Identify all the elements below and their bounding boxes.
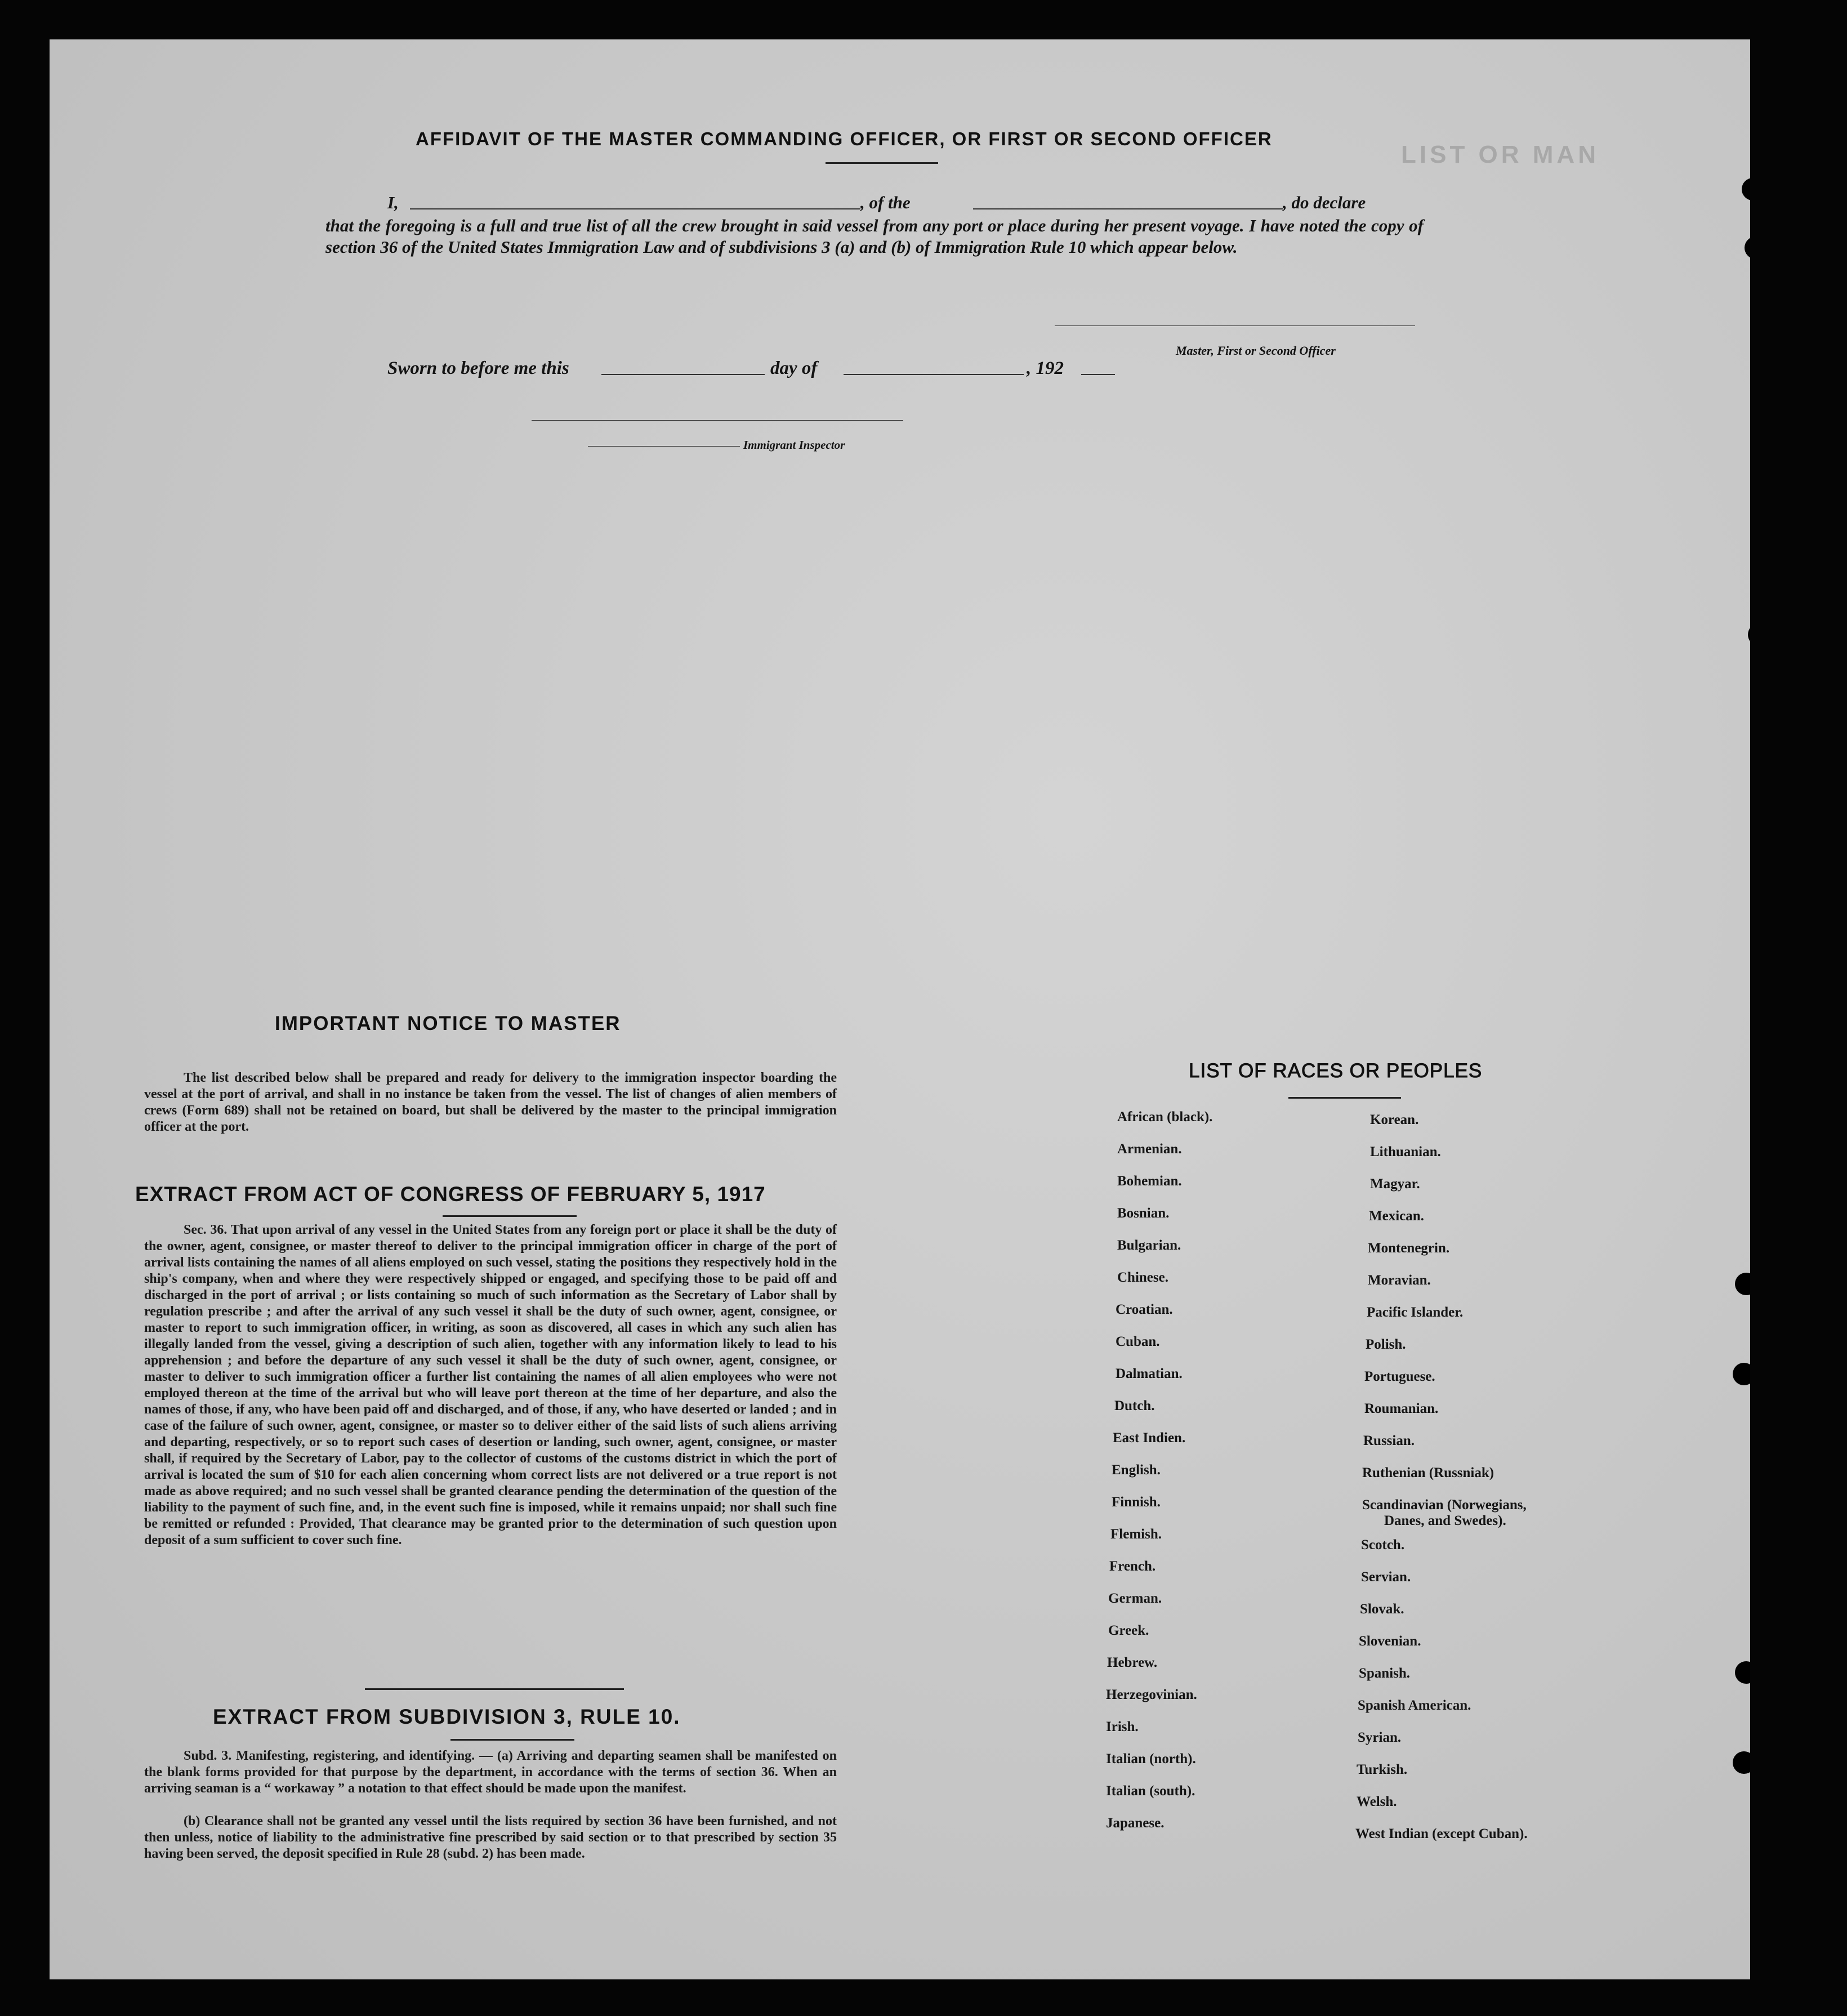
signature-caption: Master, First or Second Officer: [1176, 344, 1336, 358]
punch-hole: [1745, 237, 1750, 259]
race-item: East Indien.: [1113, 1430, 1186, 1446]
document-page: [50, 39, 1750, 1979]
sworn-mid: day of: [770, 358, 818, 378]
notice-title: IMPORTANT NOTICE TO MASTER: [275, 1013, 621, 1034]
race-item: Slovenian.: [1359, 1634, 1421, 1649]
race-item: Croatian.: [1116, 1302, 1173, 1317]
race-item: Slovak.: [1360, 1602, 1404, 1617]
race-item: Hebrew.: [1107, 1655, 1158, 1670]
sworn-end: , 192: [1027, 358, 1064, 378]
rule-body-a: Subd. 3. Manifesting, registering, and identifying. — (a) Arriving and departing seamen shall be manifested on the blank forms provided for that purpose by the department, in accordance with the terms of section 36. When an arriving seaman is a “ workaway ” a notation to that effect should be made upon the manifest.: [144, 1749, 837, 1796]
punch-hole: [1748, 623, 1750, 646]
race-item: Lithuanian.: [1370, 1144, 1441, 1159]
punch-hole: [1735, 1273, 1750, 1295]
race-item: Servian.: [1361, 1569, 1411, 1585]
race-item: Welsh.: [1357, 1794, 1397, 1809]
punch-hole: [1733, 1363, 1750, 1385]
rule-body-b: (b) Clearance shall not be granted any vessel until the lists required by section 36 have been furnished, and not then unless, notice of liability to the administrative fine prescribed by said section or to that prescribed by section 35 having been served, the deposit specified in Rule 28 (subd. 2) has been made.: [144, 1814, 837, 1861]
affidavit-body: that the foregoing is a full and true list of all the crew brought in said vessel from any port or place during her present voyage. I have noted the copy of section 36 of the United States Immigration Law and of subdivisions 3 (a) and (b) of Immigration Rule 10 which appear below.: [325, 216, 1424, 257]
act-title: EXTRACT FROM ACT OF CONGRESS OF FEBRUARY 5, 1917: [135, 1183, 766, 1206]
race-item: Cuban.: [1116, 1334, 1160, 1349]
race-item: German.: [1108, 1591, 1162, 1606]
rule-title-rule: [450, 1739, 574, 1741]
races-title: LIST OF RACES OR PEOPLES: [1189, 1060, 1483, 1082]
affidavit-title: AFFIDAVIT OF THE MASTER COMMANDING OFFICER, OR FIRST OR SECOND OFFICER: [416, 128, 1273, 149]
punch-hole: [1742, 178, 1750, 200]
race-item: Moravian.: [1368, 1273, 1431, 1288]
punch-hole: [1735, 1661, 1750, 1684]
sworn-start: Sworn to before me this: [387, 358, 569, 378]
race-item: Montenegrin.: [1368, 1241, 1450, 1256]
race-item: Roumanian.: [1364, 1401, 1439, 1416]
affidavit-title-rule: [826, 162, 938, 164]
bleed-through-mark: LIST OR MAN: [1401, 141, 1599, 168]
rule-title: EXTRACT FROM SUBDIVISION 3, RULE 10.: [213, 1705, 681, 1728]
inspector-caption-line: [588, 446, 740, 447]
signature-line: [1055, 325, 1415, 326]
act-body: Sec. 36. That upon arrival of any vessel in the United States from any foreign port or place it shall be the duty of the owner, agent, consignee, or master thereof to deliver to the principal immigration officer in charge of the port of arrival lists containing the names of all aliens employed on such vessel, stating the positions they respectively hold in the ship's company, when and where they were respectively shipped or engaged, and specifying those to be paid off and discharged in the port of arrival ; or lists containing so much of such information as the Secretary of Labor shall by regulation prescribe ; and after the arrival of any such vessel it shall be the duty of such owner, agent, consignee, or master to report to such immigration officer, in writing, as soon as discovered, all cases in which any such alien has illegally landed from the vessel, giving a description of such alien, together with any information likely to lead to his apprehension ; and before the departure of any such vessel it shall be the duty of such owner, agent, consignee, or master to deliver to such immigration officer a further list containing the names of all alien employees who were not employed thereon at the time of the arrival but who will leave port thereon at the time of her departure, and also the names of those, if any, who have been paid off and discharged, and of those, if any, who have deserted or landed ; and in case of the failure of such owner, agent, consignee, or master so to deliver either of the said lists of such aliens arriving and departing, respectively, or so to report such cases of desertion or landing, such owner, agent, consignee, or master shall, if required by the Secretary of Labor, pay to the collector of customs of the customs district in which the port of arrival is located the sum of $10 for each alien concerning whom correct lists are not delivered or a true report is not made as above required; and no such vessel shall be granted clearance pending the determination of the question of the liability to the payment of such fine, and, in the event such fine is imposed, while it remains unpaid; nor shall such fine be remitted or refunded : Provided, That clearance may be granted prior to the determination of such question upon deposit of a sum sufficient to cover such fine.: [144, 1223, 837, 1547]
race-item: Herzegovinian.: [1106, 1687, 1197, 1702]
race-item-continuation: Danes, and Swedes).: [1384, 1513, 1506, 1528]
race-item: African (black).: [1117, 1109, 1213, 1125]
affidavit-line1-end: , do declare: [1283, 193, 1366, 212]
race-item: Flemish.: [1110, 1527, 1162, 1542]
race-item: Portuguese.: [1364, 1369, 1435, 1384]
race-item: Chinese.: [1117, 1270, 1168, 1285]
race-item: West Indian (except Cuban).: [1355, 1826, 1528, 1841]
name-blank: [410, 208, 860, 209]
day-blank: [601, 374, 765, 375]
race-item: Russian.: [1363, 1433, 1415, 1448]
race-item: Syrian.: [1358, 1730, 1402, 1745]
race-item: Turkish.: [1357, 1762, 1408, 1777]
race-item: Spanish American.: [1358, 1698, 1471, 1713]
inspector-signature-line: [532, 420, 903, 421]
race-item: Magyar.: [1370, 1176, 1420, 1192]
race-item: Bulgarian.: [1117, 1238, 1181, 1253]
race-item: Italian (south).: [1106, 1783, 1195, 1799]
affidavit-line1-mid: , of the: [860, 193, 911, 212]
race-item: Pacific Islander.: [1367, 1305, 1464, 1320]
race-item: Armenian.: [1117, 1141, 1182, 1157]
race-item: Dutch.: [1114, 1398, 1155, 1413]
race-item: Bosnian.: [1117, 1206, 1170, 1221]
race-item: Ruthenian (Russniak): [1362, 1465, 1494, 1480]
race-item: Italian (north).: [1106, 1751, 1196, 1767]
notice-body: The list described below shall be prepared and ready for delivery to the immigration inspector boarding the vessel at the port of arrival, and shall in no instance be taken from the vessel. The list of changes of alien members of crews (Form 689) shall not be retained on board, but shall be delivered by the master to the principal immigration officer at the port.: [144, 1071, 837, 1134]
month-blank: [844, 374, 1024, 375]
race-item: English.: [1112, 1462, 1161, 1478]
race-item: Scotch.: [1361, 1537, 1405, 1553]
race-item: Korean.: [1370, 1112, 1419, 1127]
race-item: Bohemian.: [1117, 1174, 1182, 1189]
act-title-rule: [443, 1215, 577, 1217]
rule-title-top-rule: [365, 1688, 624, 1690]
race-item: Scandinavian (Norwegians,: [1362, 1497, 1527, 1513]
race-item: Dalmatian.: [1116, 1366, 1183, 1381]
affidavit-line1-start: I,: [387, 193, 399, 212]
race-item: Japanese.: [1106, 1816, 1165, 1831]
race-item: Finnish.: [1112, 1495, 1161, 1510]
race-item: French.: [1109, 1559, 1156, 1574]
vessel-blank: [973, 208, 1283, 209]
race-item: Polish.: [1366, 1337, 1406, 1352]
race-item: Greek.: [1108, 1623, 1149, 1638]
race-item: Mexican.: [1369, 1208, 1424, 1224]
punch-hole: [1733, 1751, 1750, 1774]
race-item: Spanish.: [1359, 1666, 1411, 1681]
race-item: Irish.: [1106, 1719, 1139, 1734]
races-title-rule: [1288, 1097, 1401, 1099]
inspector-caption: Immigrant Inspector: [743, 438, 845, 452]
year-blank: [1081, 374, 1115, 375]
